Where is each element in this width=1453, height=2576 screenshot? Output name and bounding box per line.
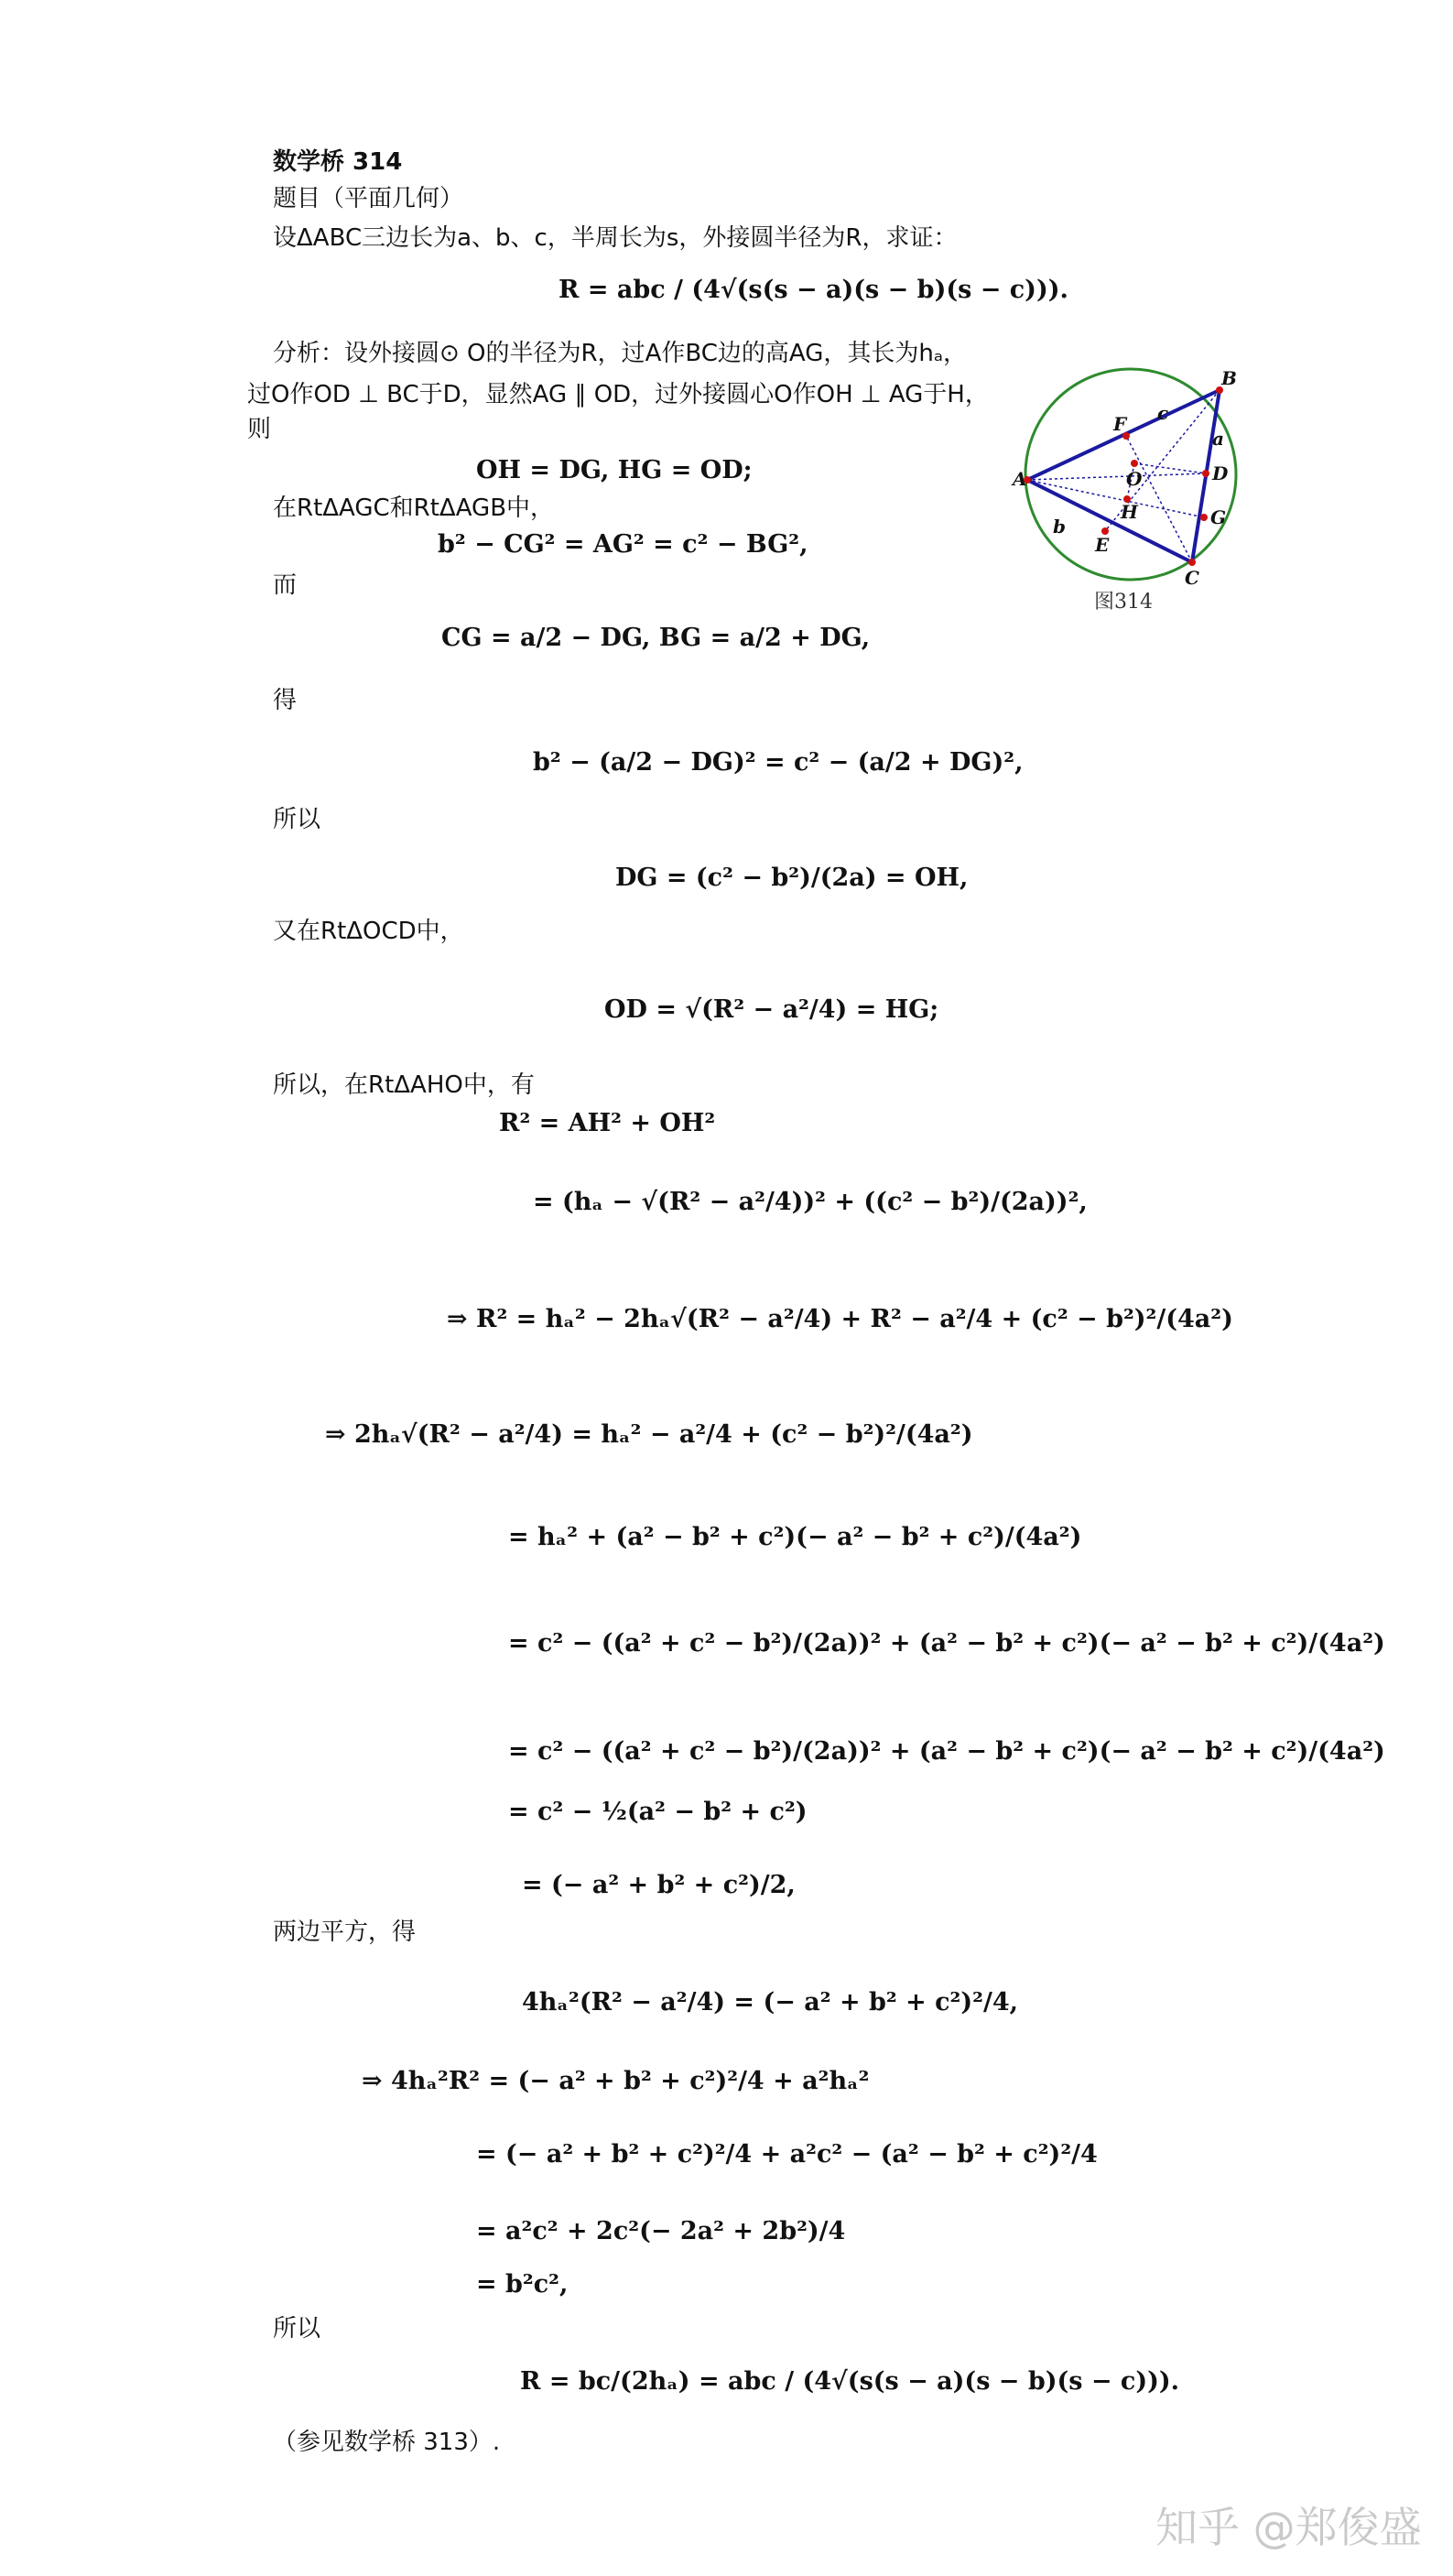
equation-21: R = bc/(2hₐ) = abc / (4√(s(s − a)(s − b)(s − c))).: [520, 2367, 1180, 2396]
equation-10: ⇒ 2hₐ√(R² − a²/4) = hₐ² − a²/4 + (c² − b²)²/(4a²): [325, 1420, 973, 1449]
label-o: O: [1126, 468, 1143, 490]
label-side-c: c: [1157, 402, 1169, 424]
segment-od: [1134, 463, 1206, 473]
claim-equation: R = abc / (4√(s(s − a)(s − b)(s − c))).: [558, 276, 1068, 304]
altitude-ag: [1027, 480, 1204, 517]
analysis-line-3: 则: [247, 416, 272, 443]
equation-19: = a²c² + 2c²(− 2a² + 2b²)/4: [476, 2217, 846, 2245]
text-de: 得: [273, 687, 298, 714]
problem-statement: 设ΔABC三边长为a、b、c，半周长为s，外接圆半径为R，求证：: [273, 224, 958, 252]
text-suoyi-1: 所以: [273, 806, 321, 833]
point-c: [1188, 559, 1196, 566]
equation-1: OH = DG, HG = OD;: [476, 456, 753, 484]
equation-8: = (hₐ − √(R² − a²/4))² + ((c² − b²)/(2a))²,: [533, 1188, 1088, 1216]
text-rt-agc-agb: 在RtΔAGC和RtΔAGB中，: [273, 495, 555, 522]
text-square: 两边平方，得: [273, 1918, 417, 1946]
label-side-a: a: [1212, 428, 1224, 450]
watermark: 知乎 @郑俊盛: [1155, 2503, 1422, 2552]
equation-4: b² − (a/2 − DG)² = c² − (a/2 + DG)²,: [533, 748, 1024, 777]
equation-2: b² − CG² = AG² = c² − BG²,: [438, 530, 808, 559]
point-d: [1202, 470, 1209, 477]
equation-3: CG = a/2 − DG, BG = a/2 + DG,: [441, 624, 871, 652]
label-side-b: b: [1053, 516, 1066, 538]
title: 数学桥 314: [273, 148, 403, 176]
text-suoyi-2: 所以: [273, 2315, 321, 2342]
equation-20: = b²c²,: [476, 2270, 569, 2299]
reference-note: （参见数学桥 313）.: [273, 2429, 501, 2456]
subtitle: 题目（平面几何）: [273, 185, 464, 212]
point-o: [1131, 460, 1138, 467]
equation-11: = hₐ² + (a² − b² + c²)(− a² − b² + c²)/(4a²): [508, 1523, 1082, 1551]
equation-13: = c² − ((a² + c² − b²)/(2a))² + (a² − b² + c²)(− a² − b² + c²)/(4a²): [508, 1737, 1385, 1766]
label-g: G: [1210, 506, 1227, 528]
label-f: F: [1113, 413, 1127, 435]
label-h: H: [1121, 501, 1138, 523]
equation-7: R² = AH² + OH²: [499, 1109, 716, 1137]
text-er: 而: [273, 571, 298, 599]
label-b: B: [1221, 367, 1237, 389]
label-e: E: [1095, 534, 1110, 556]
analysis-line-1: 分析：设外接圆⊙ O的半径为R，过A作BC边的高AG，其长为hₐ，: [273, 340, 968, 367]
equation-5: DG = (c² − b²)/(2a) = OH,: [615, 864, 969, 892]
analysis-line-2: 过O作OD ⊥ BC于D，显然AG ∥ OD，过外接圆心O作OH ⊥ AG于H，: [247, 381, 989, 408]
line-ad: [1027, 473, 1206, 480]
text-rt-aho: 所以，在RtΔAHO中，有: [273, 1071, 535, 1099]
equation-9: ⇒ R² = hₐ² − 2hₐ√(R² − a²/4) + R² − a²/4 + (c² − b²)²/(4a²): [447, 1305, 1233, 1333]
label-a: A: [1013, 468, 1027, 490]
equation-17: ⇒ 4hₐ²R² = (− a² + b² + c²)²/4 + a²hₐ²: [362, 2067, 870, 2095]
equation-18: = (− a² + b² + c²)²/4 + a²c² − (a² − b² + c²)²/4: [476, 2140, 1098, 2168]
point-g: [1200, 514, 1208, 521]
label-d: D: [1212, 462, 1229, 484]
figure-caption: 图314: [1094, 591, 1153, 614]
equation-6: OD = √(R² − a²/4) = HG;: [604, 995, 939, 1024]
text-rt-ocd: 又在RtΔOCD中，: [273, 918, 464, 945]
equation-12: = c² − ((a² + c² − b²)/(2a))² + (a² − b² + c²)(− a² − b² + c²)/(4a²): [508, 1629, 1385, 1658]
equation-15: = (− a² + b² + c²)/2,: [522, 1871, 796, 1899]
equation-16: 4hₐ²(R² − a²/4) = (− a² + b² + c²)²/4,: [522, 1988, 1019, 2016]
label-c: C: [1185, 567, 1199, 589]
equation-14: = c² − ½(a² − b² + c²): [508, 1798, 808, 1826]
line-cf: [1126, 436, 1192, 562]
